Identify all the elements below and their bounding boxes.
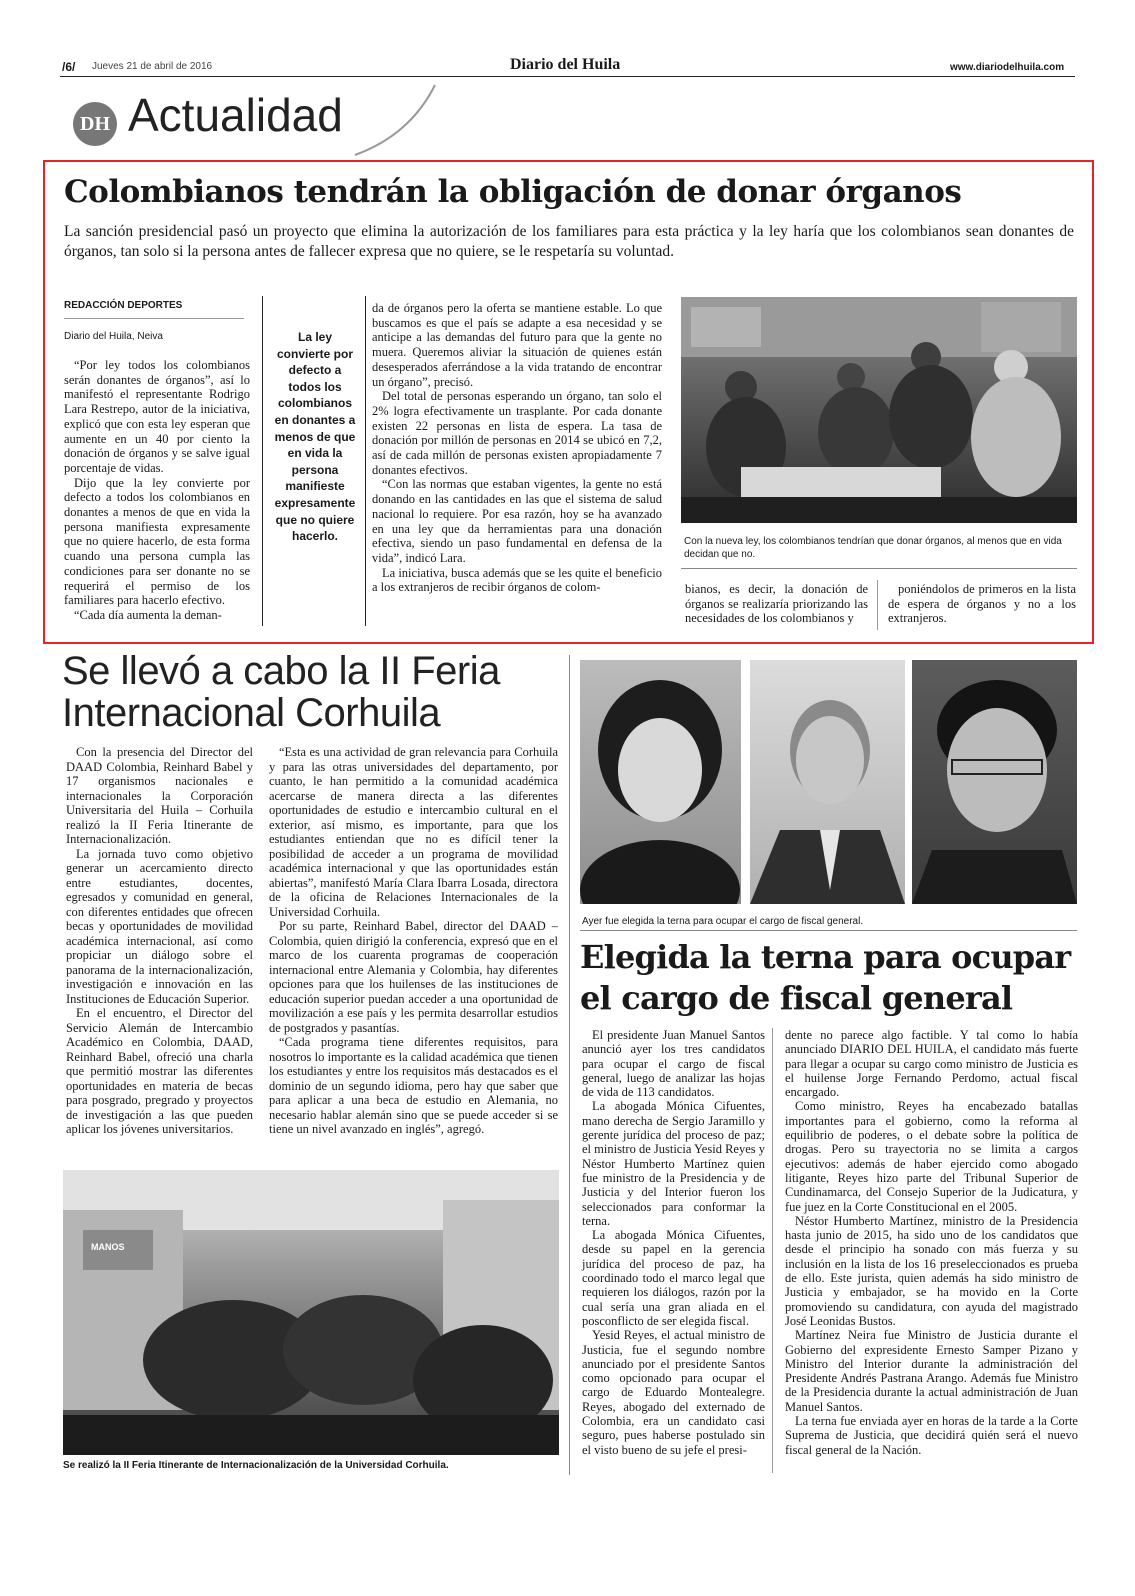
lead-paragraph: da de órganos pero la oferta se mantiene estable. Lo que buscamos es que el país se adapte a esa necesidad y se anticipe a las demandas del futuro para que la gente no muera. Queremos aliviar la situación de quienes están desesperados aferrándose a la vida tratando de encontrar un órgano”, precisó. — [372, 301, 662, 389]
issue-date: Jueves 21 de abril de 2016 — [92, 61, 213, 72]
fiscal-paragraph: La abogada Mónica Cifuentes, desde su papel en la gerencia jurídica del proceso de paz, ha coordinado todo el marco legal que requieren los diálogos, razón por la cual sería una gran aliada en el posconflicto de ser elegida fiscal. — [582, 1228, 765, 1328]
feria-headline-line-2: Internacional Corhuila — [62, 691, 441, 735]
masthead — [510, 56, 620, 74]
feria-paragraph: “Esta es una actividad de gran relevancia para Corhuila y para las otras universidades del departamento, por cuanto, le han permitido a la comunidad académica acercarse de manera directa a las diferentes oportunidades de estudio e intercambio cultural en el exterior, así mismo, es importante, para que los estudiantes entiendan que no es difícil tener la posibilidad de acceder a un programa de movilidad académica internacional y que las oportunidades están abiertas”, manifestó María Clara Ibarra Losada, directora de la oficina de Relaciones Internacionales de la Universidad Corhuila. — [269, 745, 558, 919]
column-rule — [877, 580, 878, 630]
feria-paragraph: En el encuentro, el Director del Servicio Alemán de Intercambio Académico en Colombia, DAAD, Reinhard Babel, ofreció una charla que permitió mostrar las diferentes oportunidades en materia de becas para posgrado, pregrado y proyectos de investigación a las que pueden aplicar los jóvenes universitarios. — [66, 1006, 253, 1136]
feria-headline — [62, 650, 572, 734]
fiscal-paragraph: Néstor Humberto Martínez, ministro de la Presidencia hasta junio de 2015, ha sido uno de los candidatos que desde el principio ha sonado con más fuerza y su inclusión en la lista de los 16 preseleccionados es prueba de ello. Este jurista, quien además ha sido ministro de Justicia y embajador, se ha movido en la Corte promoviendo su candidatura, con ayuda del magistrado José Leonidas Bustos. — [785, 1213, 1078, 1328]
caption-rule — [681, 568, 1077, 569]
lead-column-5 — [888, 582, 1076, 626]
lead-paragraph: La iniciativa, busca además que se les quite el beneficio a los extranjeros de recibir órganos de colom- — [372, 565, 662, 595]
martinez-photo — [912, 660, 1077, 904]
lead-paragraph: Del total de personas esperando un órgano, tan solo el 2% logra efectivamente un trasplante. Por cada donante existen 22 personas en lista de espera. La tasa de donación por millón de personas en 2014 se ubicó en 7,2, así de cada millón de personas existen apropiadamente 7 donantes efectivos. — [372, 389, 662, 477]
lead-paragraph: “Cada día aumenta la deman- — [74, 607, 222, 622]
lead-paragraph: “Por ley todos los colombianos serán donantes de órganos”, así lo manifestó el representante Rodrigo Lara Restrepo, autor de la iniciativa, explicó que con esta ley esperan que aumente en un 40 por ciento la donación de órganos y se salve igual porcentaje de vidas. — [64, 358, 250, 475]
fiscal-paragraph: Martínez Neira fue Ministro de Justicia durante el Gobierno del expresidente Ernesto Samper Pizano y Ministro del Interior durante la administración del Presidente Andrés Pastrana Arango. Además fue Ministro de la Presidencia durante la actual administración de Juan Manuel Santos. — [785, 1328, 1078, 1414]
page-number: /6/ — [62, 60, 76, 74]
lead-headline: Colombianos tendrán la obligación de donar órganos — [64, 174, 962, 210]
header-rule — [60, 76, 1075, 77]
section-logo-text: DH — [80, 113, 110, 135]
lead-paragraph: bianos, es decir, la donación de órganos se realizaría priorizando las necesidades de los colombianos y — [685, 582, 868, 626]
lead-dateline: Diario del Huila, Neiva — [64, 331, 163, 342]
fiscal-column-rule — [772, 1028, 773, 1473]
feria-column-1 — [66, 745, 253, 1137]
lead-column-3 — [372, 301, 662, 595]
surgery-photo-caption: Con la nueva ley, los colombianos tendrían que donar órganos, al menos que en vida decidan que no. — [684, 536, 1062, 560]
fiscal-paragraph: Yesid Reyes, el actual ministro de Justicia, fue el segundo nombre anunciado por el presidente Santos como opcionado para ocupar el cargo de Eduardo Montealegre. Reyes, abogado del externado de Colombia, era un candidato casi seguro, pues haberse postulado sin el visto bueno de su jefe el presi- — [582, 1328, 765, 1457]
pullquote: La ley convierte por defecto a todos los colombianos en donantes a menos de que en vida la persona manifieste expresamente que no quiere hacerlo. — [274, 330, 356, 544]
cifuentes-portrait — [580, 660, 741, 904]
feria-column-2 — [269, 745, 558, 1137]
fiscal-paragraph: La terna fue enviada ayer en horas de la tarde a la Corte Suprema de Justicia, que decidirá quién será el nuevo fiscal general de la Nación. — [785, 1414, 1078, 1457]
fiscal-paragraph: El presidente Juan Manuel Santos anunció ayer los tres candidatos para ocupar el cargo de fiscal general, luego de analizar las hojas de vida de 113 candidatos. — [582, 1028, 765, 1100]
story-divider — [569, 655, 570, 1475]
pullquote-rule-right — [365, 296, 366, 626]
feria-headline-line-1: Se llevó a cabo la II Feria — [62, 649, 500, 693]
lead-paragraph: Dijo que la ley convierte por defecto a todos los colombianos en donantes a menos de que en vida la persona manifiesta expresamente que no quiere hacerlo, de esta forma cuando una persona cumpla las condiciones para ser donante no se requerirá el permiso de los familiares para hacerlo efectivo. — [64, 475, 250, 608]
feria-paragraph: “Cada programa tiene diferentes requisitos, para nosotros lo importante es la calidad académica que tienen los estudiantes y entre los requisitos más destacados es el dominio de un segundo idioma, pero hay que saber que para aplicar a una beca de estudio en Alemania, no necesario hablar alemán sino que se puede acceder si se tiene un nivel avanzado en inglés”, agregó. — [269, 1035, 558, 1136]
lead-paragraph: “Con las normas que estaban vigentes, la gente no está donando en las cantidades en las que el sistema de salud nacional lo requiere. Por esa razón, hoy se ha avanzado en una ley que da herramientas para una donación efectiva, siendo un paso fundamental en defensa de la vida”, indicó Lara. — [372, 477, 662, 565]
feria-paragraph: Con la presencia del Director del DAAD Colombia, Reinhard Babel y 17 organismos nacionales e internacionales la Corporación Universitaria del Huila – Corhuila realizó la II Feria Itinerante de Internacionalización. — [66, 745, 253, 846]
fiscal-caption-rule — [580, 930, 1077, 931]
fiscal-headline-line-2: el cargo de fiscal general — [580, 979, 1013, 1017]
reyes-portrait — [750, 660, 905, 904]
feria-paragraph: La jornada tuvo como objetivo generar un acercamiento directo entre estudiantes, docentes, egresados y comunidad en general, con diferentes entidades que ofrecen becas y oportunidades de movilidad académica internacional, así como propiciar un diálogo sobre el panorama de la internacionalización, investigación e innovación en las Instituciones de Educación Superior. — [66, 846, 253, 1006]
fiscal-photo-caption: Ayer fue elegida la terna para ocupar el cargo de fiscal general. — [582, 916, 864, 927]
lead-byline: REDACCIÓN DEPORTES — [64, 300, 183, 311]
masthead-part1: Diario del — [510, 56, 582, 73]
martinez-portrait — [912, 660, 1077, 904]
cifuentes-photo — [580, 660, 741, 904]
lead-deck: La sanción presidencial pasó un proyecto que elimina la autorización de los familiares para esta práctica y la ley haría que los colombianos sean donantes de órganos, tan solo si la persona antes de fallecer expresa que no quiere, se le respetaría su voluntad. — [64, 223, 1074, 260]
surgery-photo — [681, 297, 1077, 523]
surgeons-illustration — [681, 297, 1077, 523]
feria-paragraph: Por su parte, Reinhard Babel, director del DAAD – Colombia, quien dirigió la conferencia, expresó que en el marco de los cuarenta programas de cooperación internacional entre Alemania y Colombia, hay diferentes opciones para que los huilenses de las instituciones de educación superior puedan acceder a una oportunidad de movilización a ese país y les permita desarrollar estudios de postgrados y pasantías. — [269, 919, 558, 1035]
fiscal-headline-line-1: Elegida la terna para ocupar — [580, 938, 1071, 976]
pullquote-rule-left — [262, 296, 263, 626]
website-link[interactable]: www.diariodelhuila.com — [950, 62, 1065, 73]
section-title: Actualidad — [128, 89, 343, 141]
fiscal-column-2 — [785, 1028, 1078, 1457]
feria-photo-caption: Se realizó la II Feria Itinerante de Internacionalización de la Universidad Corhuila. — [63, 1460, 449, 1471]
feria-photo — [63, 1170, 559, 1455]
section-logo — [73, 102, 117, 146]
fiscal-paragraph: La abogada Mónica Cifuentes, mano derecha de Sergio Jaramillo y gerente jurídica del proceso de paz; el ministro de Justicia Yesid Reyes y Néstor Humberto Martínez quien fue ministro de la Presidencia y de Justicia y del Interior fueron los seleccionados para conformar la terna. — [582, 1099, 765, 1228]
fiscal-column-1 — [582, 1028, 765, 1457]
lead-column-4 — [685, 582, 868, 626]
crowd-illustration — [63, 1170, 559, 1455]
masthead-part2: Huila — [582, 56, 621, 73]
fiscal-paragraph: dente no parece algo factible. Y tal como lo había anunciado DIARIO DEL HUILA, el candidato más fuerte para llegar a ocupar su cargo como ministro de Justicia es el huilense Jorge Fernando Perdomo, actual fiscal encargado. — [785, 1028, 1078, 1100]
lead-column-1 — [64, 358, 250, 623]
reyes-photo — [750, 660, 905, 904]
fiscal-paragraph: Como ministro, Reyes ha encabezado batallas importantes para el gobierno, como la reforma al equilibrio de poderes, o el debate sobre la política de drogas. Pero su trayectoria no se limita a cargos ejecutivos: además de haber ejercido como abogado litigante, Reyes hizo parte del Tribunal Superior de Cundinamarca, del Consejo Superior de la Judicatura, y fue juez en la Corte Constitucional en el 2005. — [785, 1099, 1078, 1214]
fiscal-headline — [580, 937, 1080, 1019]
section-swoosh — [350, 80, 440, 160]
feria-photo-sign: MANOS — [91, 1242, 125, 1252]
byline-rule — [64, 318, 244, 319]
lead-paragraph: poniéndolos de primeros en la lista de espera de órganos y no a los extranjeros. — [888, 582, 1076, 626]
